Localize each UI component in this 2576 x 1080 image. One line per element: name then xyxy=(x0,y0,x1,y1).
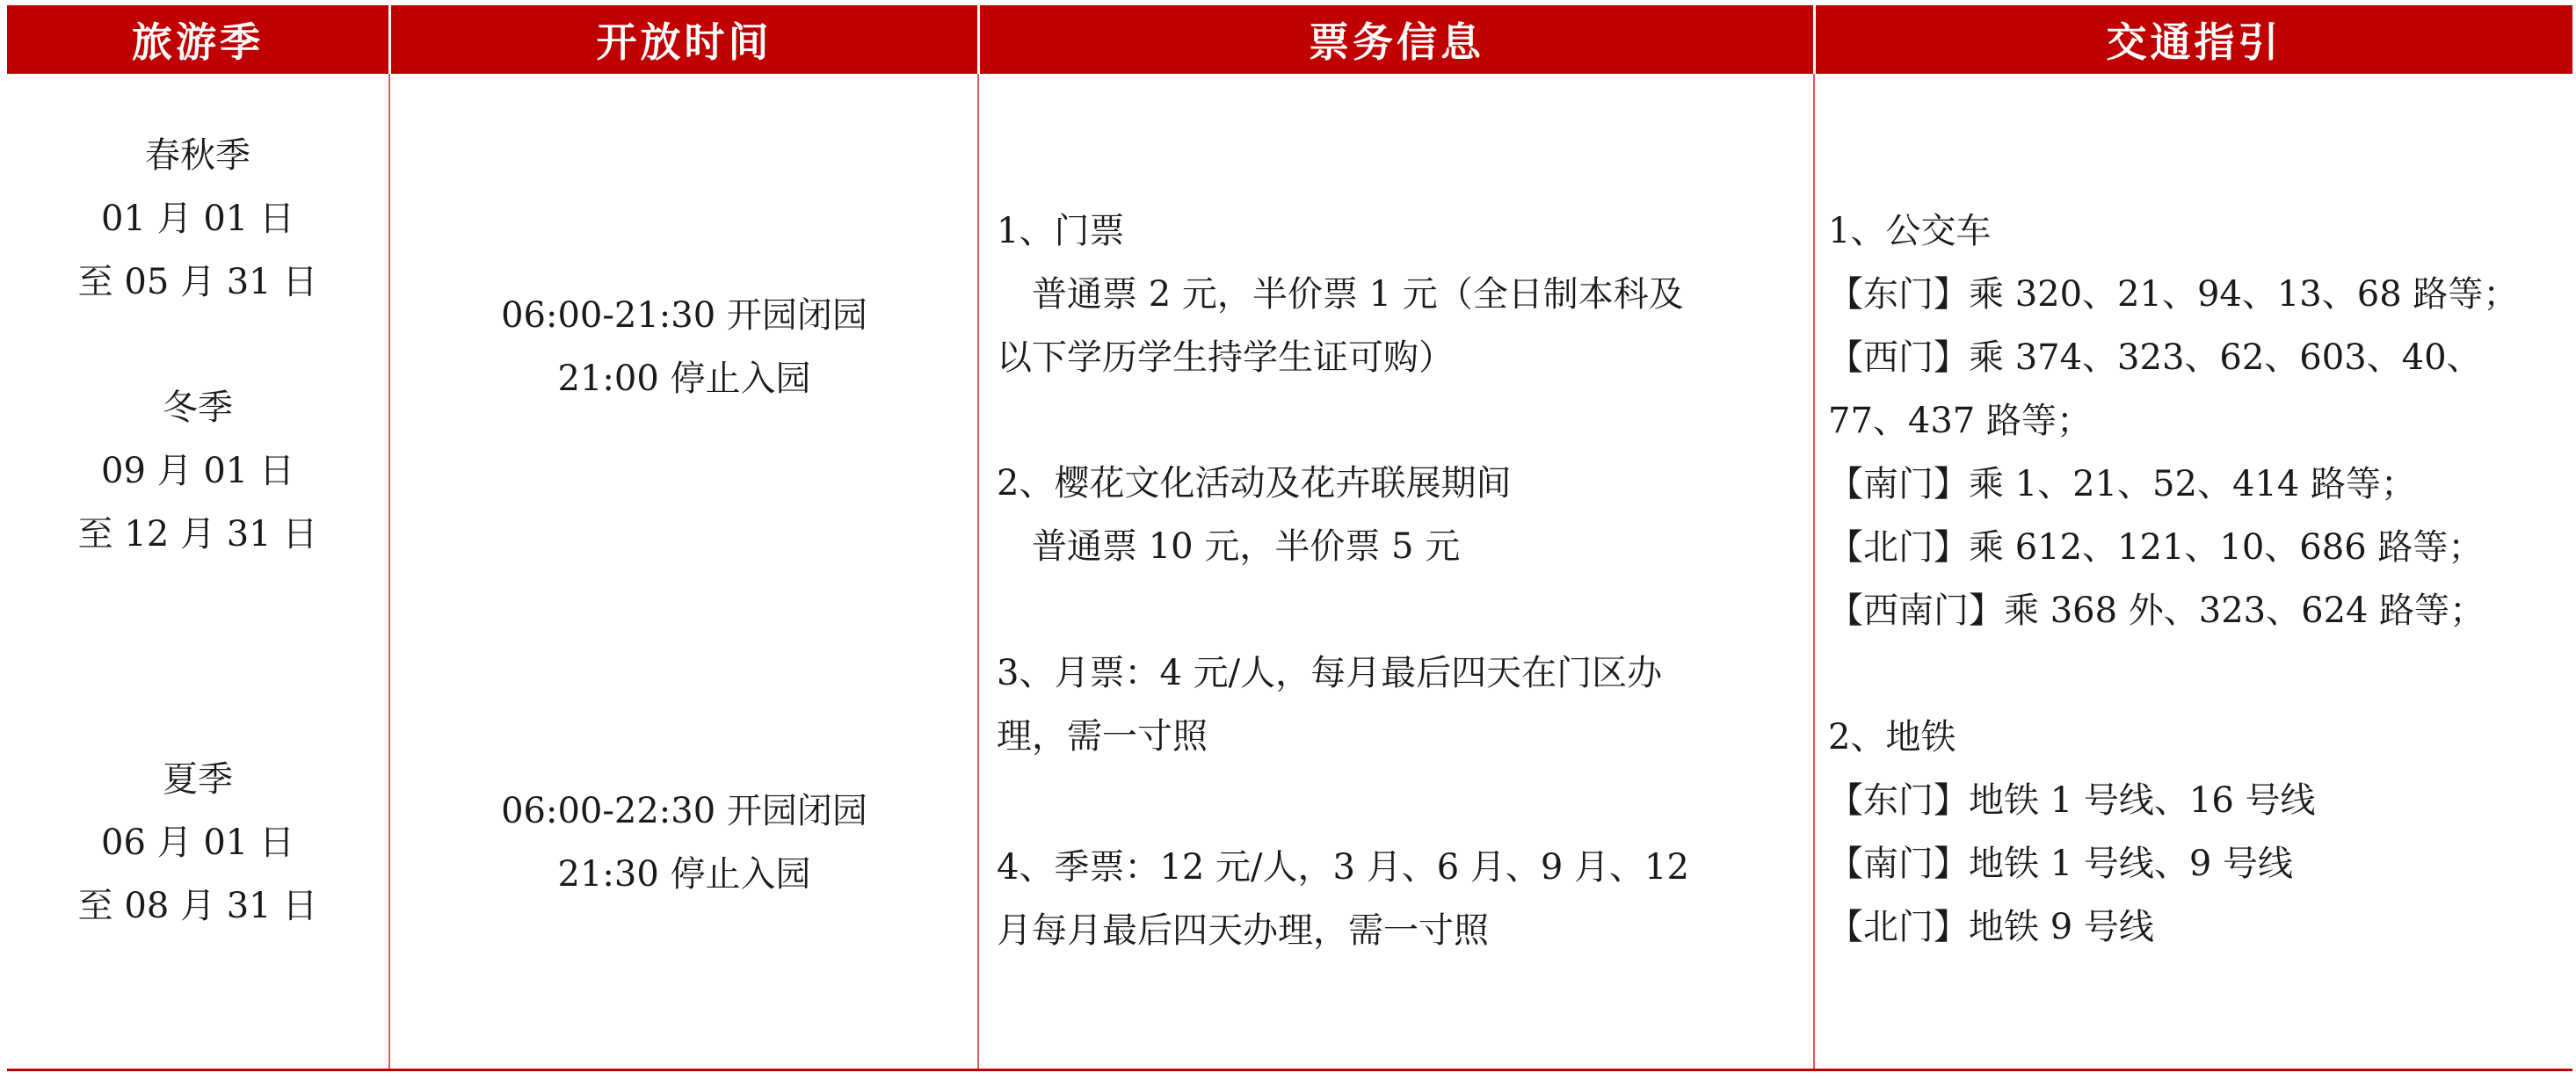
transport-bus-title: 1、公交车 xyxy=(1828,211,1992,251)
transport-metro-title: 2、地铁 xyxy=(1828,717,1956,757)
table-header xyxy=(7,5,2572,74)
bus-route-line: 【西南门】乘 368 外、323、624 路等； xyxy=(1828,591,2485,631)
metro-route-line: 【南门】地铁 1 号线、9 号线 xyxy=(1828,844,2294,884)
season-name-winter: 冬季 xyxy=(163,388,233,428)
bus-route-line: 【西门】乘 374、323、62、603、40、 xyxy=(1828,337,2482,378)
ticket-item-title: 1、门票 xyxy=(997,211,1125,251)
header-tickets: 票务信息 xyxy=(1309,18,1484,66)
bus-route-line: 【南门】乘 1、21、52、414 路等； xyxy=(1828,464,2417,504)
last-entry-time: 21:30 停止入园 xyxy=(557,854,811,895)
ticket-item-line: 普通票 2 元，半价票 1 元（全日制本科及 xyxy=(997,274,1684,315)
table-bottom-border xyxy=(7,1069,2572,1071)
opening-hours: 06:00-21:30 开园闭园 xyxy=(501,295,867,336)
season-start-date: 09 月 01 日 xyxy=(101,451,294,491)
ticket-item-title: 3、月票：4 元/人，每月最后四天在门区办 xyxy=(997,653,1663,693)
ticket-item-line: 月每月最后四天办理，需一寸照 xyxy=(997,910,1489,951)
season-end-date: 至 05 月 31 日 xyxy=(77,262,318,302)
season-end-date: 至 08 月 31 日 xyxy=(77,886,318,926)
bus-route-line: 【东门】乘 320、21、94、13、68 路等； xyxy=(1828,274,2519,315)
ticket-item-line: 普通票 10 元，半价票 5 元 xyxy=(997,526,1461,567)
ticket-item-title: 2、樱花文化活动及花卉联展期间 xyxy=(997,463,1512,504)
park-info-table xyxy=(7,5,2572,1071)
ticket-item-line: 以下学历学生持学生证可购） xyxy=(997,337,1454,378)
season-name-summer: 夏季 xyxy=(163,759,233,800)
header-hours: 开放时间 xyxy=(596,18,773,66)
column-divider xyxy=(1813,74,1815,1071)
season-start-date: 06 月 01 日 xyxy=(101,823,294,863)
last-entry-time: 21:00 停止入园 xyxy=(557,359,811,399)
opening-hours: 06:00-22:30 开园闭园 xyxy=(501,791,867,831)
ticket-item-line: 理，需一寸照 xyxy=(997,716,1208,757)
metro-route-line: 【东门】地铁 1 号线、16 号线 xyxy=(1828,780,2316,821)
season-name-spring-autumn: 春秋季 xyxy=(145,135,250,176)
ticket-item-title: 4、季票：12 元/人，3 月、6 月、9 月、12 xyxy=(997,847,1689,888)
bus-route-line: 77、437 路等； xyxy=(1828,401,2092,441)
metro-route-line: 【北门】地铁 9 号线 xyxy=(1828,907,2154,947)
header-transport: 交通指引 xyxy=(2106,18,2282,66)
season-start-date: 01 月 01 日 xyxy=(101,199,294,239)
column-divider xyxy=(977,74,979,1071)
bus-route-line: 【北门】乘 612、121、10、686 路等； xyxy=(1828,527,2484,568)
column-divider xyxy=(388,74,390,1071)
header-season: 旅游季 xyxy=(132,18,264,66)
season-end-date: 至 12 月 31 日 xyxy=(77,514,318,554)
